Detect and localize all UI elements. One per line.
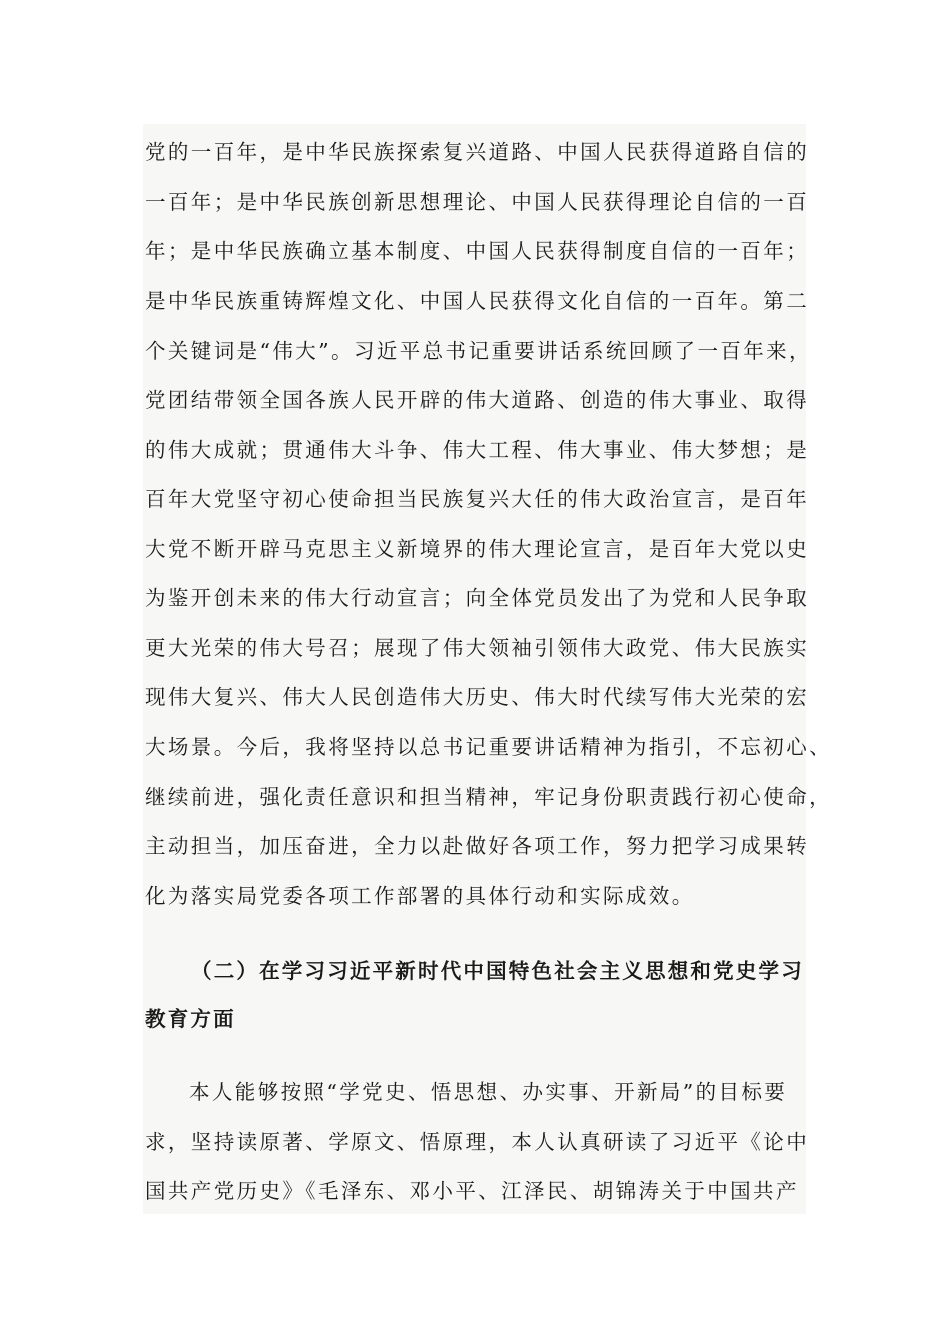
- text-line: 的伟大成就；贯通伟大斗争、伟大工程、伟大事业、伟大梦想；是: [145, 438, 810, 462]
- heading-line: （二）在学习习近平新时代中国特色社会主义思想和党史学习: [191, 959, 804, 983]
- text-line: 大党不断开辟马克思主义新境界的伟大理论宣言，是百年大党以史: [145, 537, 810, 561]
- text-line: 一百年；是中华民族创新思想理论、中国人民获得理论自信的一百: [145, 190, 810, 214]
- text-line: 党团结带领全国各族人民开辟的伟大道路、创造的伟大事业、取得: [145, 388, 810, 412]
- text-line: 现伟大复兴、伟大人民创造伟大历史、伟大时代续写伟大光荣的宏: [145, 685, 810, 709]
- text-line: 个关键词是“伟大”。习近平总书记重要讲话系统回顾了一百年来，: [145, 339, 812, 363]
- text-line: 化为落实局党委各项工作部署的具体行动和实际成效。: [145, 884, 695, 908]
- text-line: 更大光荣的伟大号召；展现了伟大领袖引领伟大政党、伟大民族实: [145, 636, 810, 660]
- text-line: 是中华民族重铸辉煌文化、中国人民获得文化自信的一百年。第二: [145, 289, 810, 313]
- text-line: 继续前进，强化责任意识和担当精神，牢记身份职责践行初心使命，: [145, 785, 832, 809]
- text-line: 主动担当，加压奋进，全力以赴做好各项工作，努力把学习成果转: [145, 834, 810, 858]
- text-line: 年；是中华民族确立基本制度、中国人民获得制度自信的一百年；: [145, 239, 810, 263]
- text-line: 国共产党历史》《毛泽东、邓小平、江泽民、胡锦涛关于中国共产: [145, 1179, 799, 1203]
- text-line: 为鉴开创未来的伟大行动宣言；向全体党员发出了为党和人民争取: [145, 586, 810, 610]
- text-line: 大场景。今后，我将坚持以总书记重要讲话精神为指引，不忘初心、: [145, 735, 832, 759]
- text-line: 本人能够按照“学党史、悟思想、办实事、开新局”的目标要: [189, 1080, 788, 1104]
- text-line: 求，坚持读原著、学原文、悟原理，本人认真研读了习近平《论中: [145, 1130, 810, 1154]
- text-line: 百年大党坚守初心使命担当民族复兴大任的伟大政治宣言，是百年: [145, 487, 810, 511]
- heading-line: 教育方面: [145, 1007, 236, 1031]
- text-line: 党的一百年，是中华民族探索复兴道路、中国人民获得道路自信的: [145, 140, 810, 164]
